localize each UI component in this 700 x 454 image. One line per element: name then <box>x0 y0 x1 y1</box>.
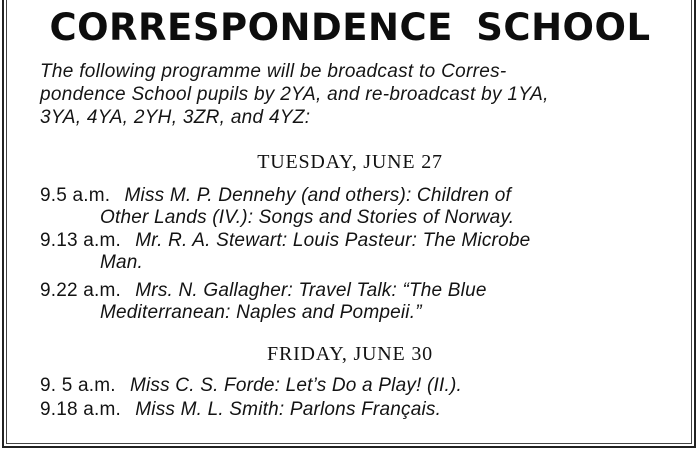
tuesday-entry-1 <box>40 185 680 229</box>
intro-line: 3YA, 4YA, 2YH, 3ZR, and 4YZ: <box>40 107 311 128</box>
entry-time: 9.13 a.m. <box>40 230 122 251</box>
friday-entry-1 <box>40 375 680 397</box>
page-heading: CORRESPONDENCE SCHOOL <box>49 6 651 49</box>
entry-description-continued: Man. <box>100 252 144 273</box>
entry-time: 9.5 a.m. <box>40 185 111 206</box>
entry-description-continued: Other Lands (IV.): Songs and Stories of Norway. <box>100 207 515 228</box>
entry-description: Mrs. N. Gallagher: Travel Talk: “The Blue <box>135 280 487 301</box>
entry-description-continued: Mediterranean: Naples and Pompeii.” <box>100 302 422 323</box>
entry-description: Mr. R. A. Stewart: Louis Pasteur: The Microbe <box>135 230 531 251</box>
entry-time: 9.22 a.m. <box>40 280 122 301</box>
tuesday-entry-3 <box>40 280 680 324</box>
intro-paragraph <box>40 60 680 129</box>
friday-entry-2 <box>40 399 680 421</box>
intro-line: The following programme will be broadcast to Corres- <box>40 61 507 82</box>
tuesday-entry-2 <box>40 230 680 274</box>
entry-description: Miss M. P. Dennehy (and others): Children of <box>124 185 512 206</box>
entry-time: 9.18 a.m. <box>40 399 122 420</box>
entry-description: Miss C. S. Forde: Let’s Do a Play! (II.). <box>129 375 462 396</box>
tuesday-heading: TUESDAY, JUNE 27 <box>257 151 443 173</box>
entry-time: 9. 5 a.m. <box>40 375 116 396</box>
intro-line: pondence School pupils by 2YA, and re-broadcast by 1YA, <box>40 84 549 105</box>
entry-description: Miss M. L. Smith: Parlons Français. <box>135 399 442 420</box>
friday-heading: FRIDAY, JUNE 30 <box>267 343 433 365</box>
